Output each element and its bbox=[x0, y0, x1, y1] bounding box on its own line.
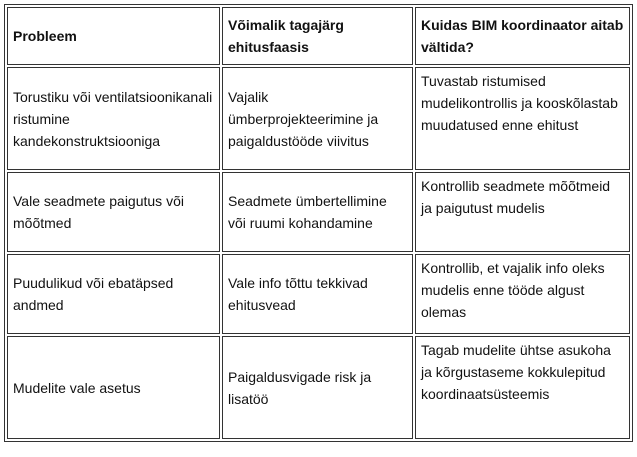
cell-consequence: Vajalik ümberprojekteerimine ja paigaldustööde viivitus bbox=[222, 67, 413, 170]
table-row bbox=[7, 172, 630, 252]
cell-solution: Kontrollib, et vajalik info oleks mudelis enne tööde algust olemas bbox=[415, 254, 630, 334]
cell-problem: Mudelite vale asetus bbox=[7, 336, 220, 439]
header-solution: Kuidas BIM koordinaator aitab vältida? bbox=[415, 7, 630, 65]
cell-problem: Puudulikud või ebatäpsed andmed bbox=[7, 254, 220, 334]
header-consequence: Võimalik tagajärg ehitusfaasis bbox=[222, 7, 413, 65]
cell-solution: Tuvastab ristumised mudelikontrollis ja kooskõlastab muudatused enne ehitust bbox=[415, 67, 630, 170]
table-row bbox=[7, 67, 630, 170]
header-problem: Probleem bbox=[7, 7, 220, 65]
bim-problems-table bbox=[4, 4, 633, 442]
cell-problem: Torustiku või ventilatsioonikanali ristumine kandekonstruktsiooniga bbox=[7, 67, 220, 170]
cell-consequence: Seadmete ümbertellimine või ruumi kohandamine bbox=[222, 172, 413, 252]
table-row bbox=[7, 254, 630, 334]
cell-consequence: Vale info tõttu tekkivad ehitusvead bbox=[222, 254, 413, 334]
cell-consequence: Paigaldusvigade risk ja lisatöö bbox=[222, 336, 413, 439]
table-row bbox=[7, 336, 630, 439]
cell-solution: Kontrollib seadmete mõõtmeid ja paigutust mudelis bbox=[415, 172, 630, 252]
table-header-row bbox=[7, 7, 630, 65]
cell-problem: Vale seadmete paigutus või mõõtmed bbox=[7, 172, 220, 252]
cell-solution: Tagab mudelite ühtse asukoha ja kõrgustaseme kokkulepitud koordinaatsüsteemis bbox=[415, 336, 630, 439]
